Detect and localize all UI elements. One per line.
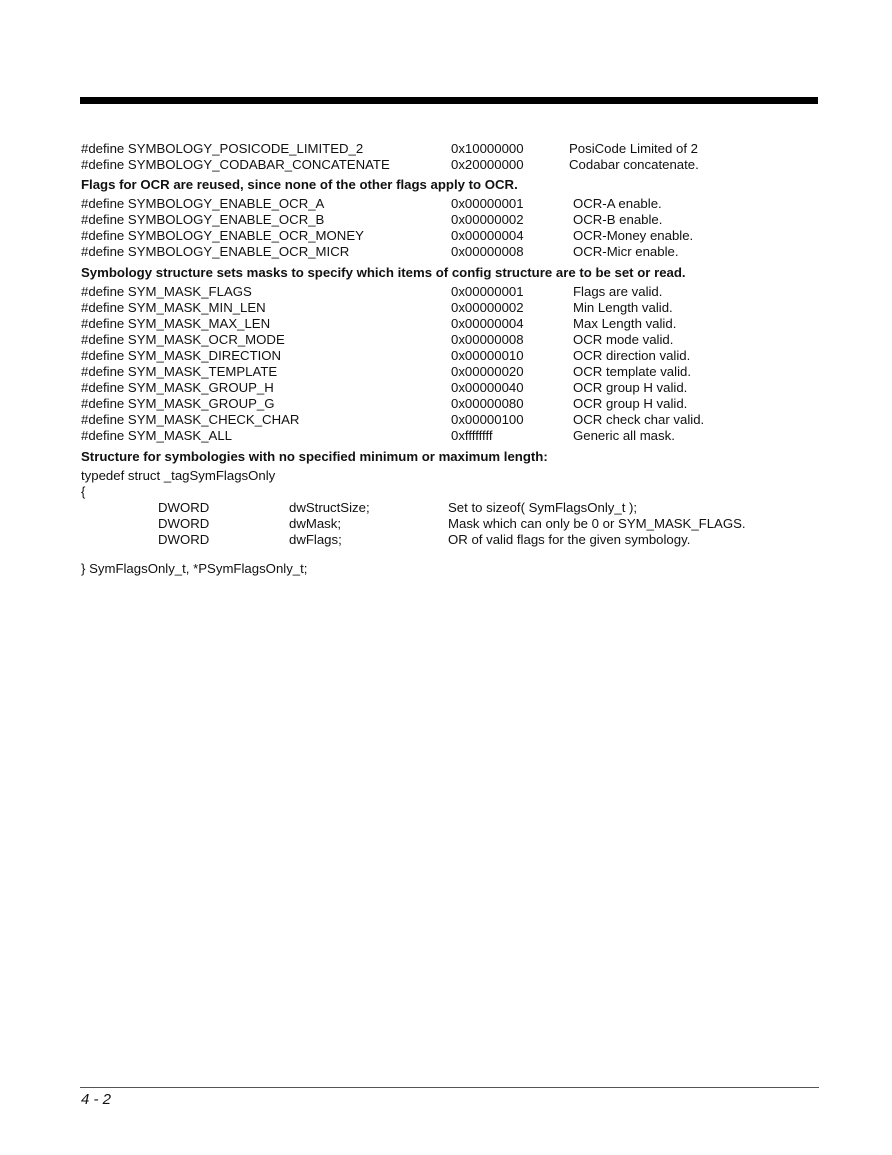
define-description: OCR-Money enable. [573, 228, 694, 244]
define-value: 0xffffffff [451, 428, 493, 444]
field-comment: OR of valid flags for the given symbology. [448, 531, 691, 547]
define-row [81, 428, 821, 444]
field-comment: Set to sizeof( SymFlagsOnly_t ); [448, 499, 638, 515]
footer-rule [80, 1087, 819, 1088]
define-row [81, 244, 821, 260]
struct-typedef-line: typedef struct _tagSymFlagsOnly [81, 467, 276, 483]
page-number: 4 - 2 [81, 1091, 112, 1108]
field-name: dwFlags; [289, 531, 342, 547]
define-description: Codabar concatenate. [569, 157, 699, 173]
define-row [81, 364, 821, 380]
define-description: Flags are valid. [573, 283, 663, 299]
define-name: #define SYM_MASK_DIRECTION [81, 347, 282, 363]
define-row [81, 300, 821, 316]
define-description: OCR check char valid. [573, 412, 705, 428]
define-description: Max Length valid. [573, 315, 677, 331]
field-type: DWORD [158, 531, 210, 547]
define-value: 0x00000100 [451, 412, 524, 428]
define-name: #define SYMBOLOGY_ENABLE_OCR_MONEY [81, 228, 364, 244]
define-value: 0x00000008 [451, 331, 524, 347]
define-row [81, 157, 821, 173]
define-row [81, 396, 821, 412]
define-name: #define SYM_MASK_ALL [81, 428, 233, 444]
define-value: 0x00000080 [451, 396, 524, 412]
define-name: #define SYMBOLOGY_ENABLE_OCR_B [81, 212, 325, 228]
define-name: #define SYM_MASK_TEMPLATE [81, 364, 278, 380]
define-description: OCR mode valid. [573, 331, 674, 347]
field-name: dwStructSize; [289, 499, 370, 515]
define-value: 0x00000001 [451, 196, 524, 212]
define-row [81, 141, 821, 157]
define-description: OCR group H valid. [573, 380, 688, 396]
define-name: #define SYM_MASK_MAX_LEN [81, 315, 271, 331]
define-description: Generic all mask. [573, 428, 675, 444]
field-comment: Mask which can only be 0 or SYM_MASK_FLAGS. [448, 515, 746, 531]
define-name: #define SYM_MASK_MIN_LEN [81, 299, 266, 315]
define-name: #define SYMBOLOGY_CODABAR_CONCATENATE [81, 157, 390, 173]
define-value: 0x00000004 [451, 228, 524, 244]
define-value: 0x00000040 [451, 380, 524, 396]
define-description: OCR-Micr enable. [573, 244, 679, 260]
define-row [81, 212, 821, 228]
define-name: #define SYM_MASK_GROUP_G [81, 396, 275, 412]
define-value: 0x00000001 [451, 283, 524, 299]
define-description: OCR direction valid. [573, 347, 691, 363]
mask-section-heading: Symbology structure sets masks to specify which items of config structure are to be set or read. [81, 264, 686, 280]
struct-definition [81, 468, 821, 578]
define-value: 0x00000002 [451, 212, 524, 228]
define-value: 0x00000010 [451, 347, 524, 363]
struct-field-row [81, 500, 821, 516]
mask-defines [81, 284, 821, 445]
define-description: Min Length valid. [573, 299, 673, 315]
document-body [81, 141, 821, 577]
define-value: 0x10000000 [451, 141, 524, 156]
define-row [81, 196, 821, 212]
define-value: 0x00000020 [451, 364, 524, 380]
define-row [81, 348, 821, 364]
define-name: #define SYM_MASK_OCR_MODE [81, 331, 285, 347]
field-type: DWORD [158, 515, 210, 531]
ocr-section-heading: Flags for OCR are reused, since none of the other flags apply to OCR. [81, 177, 518, 193]
define-name: #define SYM_MASK_CHECK_CHAR [81, 412, 300, 428]
struct-section-heading: Structure for symbologies with no specified minimum or maximum length: [81, 448, 548, 464]
define-row [81, 380, 821, 396]
struct-field-row [81, 516, 821, 532]
struct-open-brace: { [81, 483, 86, 499]
define-row [81, 332, 821, 348]
define-row [81, 284, 821, 300]
field-type: DWORD [158, 499, 210, 515]
define-row [81, 228, 821, 244]
posicode-defines [81, 141, 821, 173]
define-value: 0x00000008 [451, 244, 524, 260]
define-description: OCR-B enable. [573, 212, 663, 228]
define-description: OCR group H valid. [573, 396, 688, 412]
define-name: #define SYM_MASK_FLAGS [81, 283, 252, 299]
define-description: OCR-A enable. [573, 196, 662, 212]
define-name: #define SYMBOLOGY_ENABLE_OCR_A [81, 196, 325, 212]
define-row [81, 412, 821, 428]
define-name: #define SYMBOLOGY_ENABLE_OCR_MICR [81, 244, 350, 260]
define-description: PosiCode Limited of 2 [569, 141, 699, 156]
define-description: OCR template valid. [573, 364, 691, 380]
define-row [81, 316, 821, 332]
ocr-defines [81, 196, 821, 260]
struct-close-line: } SymFlagsOnly_t, *PSymFlagsOnly_t; [81, 560, 308, 576]
header-rule [80, 97, 818, 104]
field-name: dwMask; [289, 515, 342, 531]
define-name: #define SYM_MASK_GROUP_H [81, 380, 274, 396]
define-value: 0x20000000 [451, 157, 524, 173]
define-value: 0x00000002 [451, 299, 524, 315]
define-name: #define SYMBOLOGY_POSICODE_LIMITED_2 [81, 141, 364, 156]
define-value: 0x00000004 [451, 315, 524, 331]
struct-field-row [81, 532, 821, 548]
